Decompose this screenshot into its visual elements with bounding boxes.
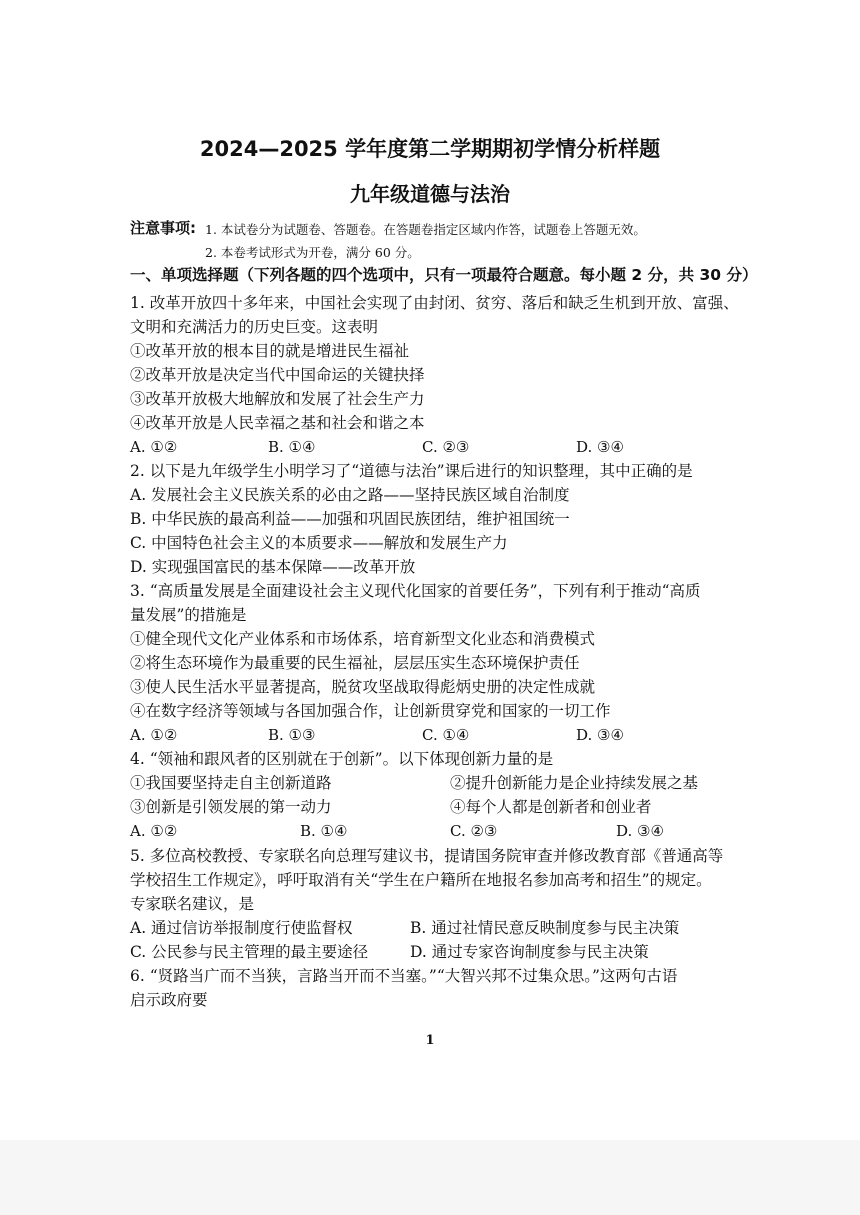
question-stem: 学校招生工作规定》，呼吁取消有关“学生在户籍所在地报名参加高考和招生”的规定。 [130, 871, 712, 889]
answer-option-a: A. 通过信访举报制度行使监督权 [130, 919, 353, 937]
question-item: ①改革开放的根本目的就是增进民生福祉 [130, 342, 410, 360]
answer-option-b: B. 中华民族的最高利益——加强和巩固民族团结，维护祖国统一 [130, 510, 570, 528]
answer-option-d: D. ③④ [576, 438, 624, 456]
answer-option-a: A. 发展社会主义民族关系的必由之路——坚持民族区域自治制度 [130, 486, 570, 504]
answer-option-d: D. 实现强国富民的基本保障——改革开放 [130, 558, 416, 576]
question-stem: 3. “高质量发展是全面建设社会主义现代化国家的首要任务”，下列有利于推动“高质 [130, 582, 701, 600]
answer-option-b: B. 通过社情民意反映制度参与民主决策 [410, 919, 680, 937]
answer-option-c: C. 公民参与民主管理的最主要途径 [130, 943, 369, 961]
answer-option-c: C. 中国特色社会主义的本质要求——解放和发展生产力 [130, 534, 508, 552]
question-item: ②改革开放是决定当代中国命运的关键抉择 [130, 366, 425, 384]
answer-option-a: A. ①② [130, 822, 178, 840]
exam-title: 2024—2025 学年度第二学期期初学情分析样题 [199, 137, 661, 161]
question-stem: 专家联名建议，是 [130, 895, 255, 913]
question-item: ④在数字经济等领域与各国加强合作，让创新贯穿党和国家的一切工作 [130, 702, 611, 720]
question-item: ③改革开放极大地解放和发展了社会生产力 [130, 390, 425, 408]
notice-item: 1. 本试卷分为试题卷、答题卷。在答题卷指定区域内作答，试题卷上答题无效。 [205, 222, 646, 237]
question-stem: 文明和充满活力的历史巨变。这表明 [130, 318, 379, 336]
answer-option-a: A. ①② [130, 726, 178, 744]
exam-subtitle: 九年级道德与法治 [350, 182, 510, 206]
question-stem: 量发展”的措施是 [130, 606, 247, 624]
answer-option-c: C. ①④ [422, 726, 470, 744]
question-item: ②提升创新能力是企业持续发展之基 [450, 774, 699, 792]
answer-option-d: D. ③④ [576, 726, 624, 744]
answer-option-b: B. ①④ [300, 822, 348, 840]
answer-option-d: D. ③④ [616, 822, 664, 840]
answer-option-c: C. ②③ [422, 438, 470, 456]
question-stem: 2. 以下是九年级学生小明学习了“道德与法治”课后进行的知识整理，其中正确的是 [130, 462, 693, 480]
page-bottom-margin [0, 1140, 860, 1215]
question-stem: 5. 多位高校教授、专家联名向总理写建议书，提请国务院审查并修改教育部《普通高等 [130, 847, 724, 865]
question-item: ①健全现代文化产业体系和市场体系，培育新型文化业态和消费模式 [130, 630, 596, 648]
answer-option-b: B. ①③ [268, 726, 316, 744]
notice-label: 注意事项: [130, 219, 196, 237]
question-item: ①我国要坚持走自主创新道路 [130, 774, 332, 792]
question-item: ②将生态环境作为最重要的民生福祉，层层压实生态环境保护责任 [130, 654, 580, 672]
question-item: ③使人民生活水平显著提高，脱贫攻坚战取得彪炳史册的决定性成就 [130, 678, 596, 696]
section-heading: 一、单项选择题（下列各题的四个选项中，只有一项最符合题意。每小题 2 分，共 30 分） [130, 266, 758, 284]
question-stem: 4. “领袖和跟风者的区别就在于创新”。以下体现创新力量的是 [130, 750, 554, 768]
answer-option-c: C. ②③ [450, 822, 498, 840]
notice-item: 2. 本卷考试形式为开卷，满分 60 分。 [205, 245, 420, 260]
question-item: ③创新是引领发展的第一动力 [130, 798, 332, 816]
question-item: ④每个人都是创新者和创业者 [450, 798, 652, 816]
answer-option-d: D. 通过专家咨询制度参与民主决策 [410, 943, 649, 961]
page-number: 1 [425, 1033, 435, 1048]
question-stem: 启示政府要 [130, 991, 208, 1009]
question-stem: 6. “贤路当广而不当狭，言路当开而不当塞。”“大智兴邦不过集众思。”这两句古语 [130, 967, 678, 985]
question-item: ④改革开放是人民幸福之基和社会和谐之本 [130, 414, 425, 432]
answer-option-a: A. ①② [130, 438, 178, 456]
question-stem: 1. 改革开放四十多年来，中国社会实现了由封闭、贫穷、落后和缺乏生机到开放、富强、 [130, 294, 739, 312]
answer-option-b: B. ①④ [268, 438, 316, 456]
